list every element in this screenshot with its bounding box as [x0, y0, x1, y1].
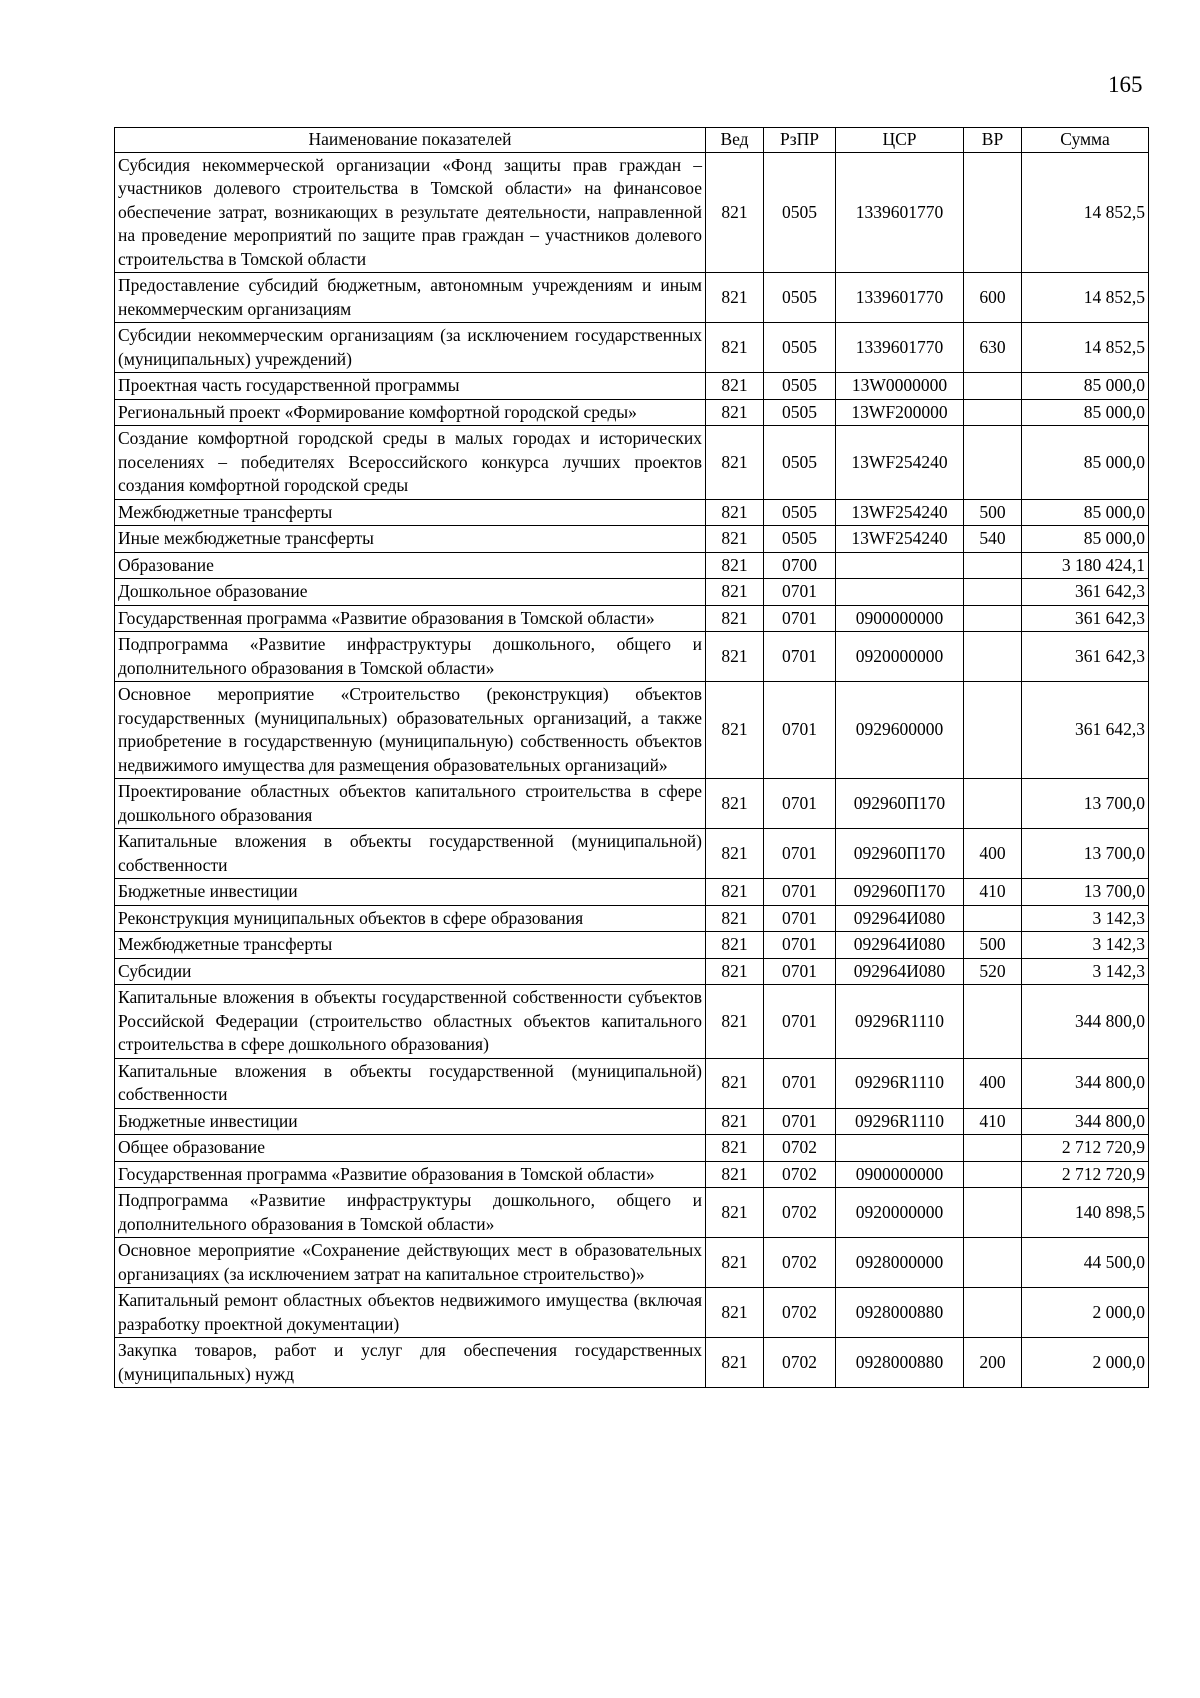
- cell-sum: 2 000,0: [1022, 1338, 1149, 1388]
- table-row: [115, 499, 1149, 526]
- cell-sum: 14 852,5: [1022, 323, 1149, 373]
- cell-rzpr: 0505: [764, 499, 836, 526]
- cell-rzpr: 0505: [764, 426, 836, 500]
- cell-sum: 85 000,0: [1022, 526, 1149, 553]
- cell-sum: 3 180 424,1: [1022, 552, 1149, 579]
- cell-csr: 0900000000: [836, 1161, 964, 1188]
- cell-csr: 1339601770: [836, 273, 964, 323]
- cell-rzpr: 0702: [764, 1161, 836, 1188]
- table-row: [115, 399, 1149, 426]
- cell-csr: 1339601770: [836, 323, 964, 373]
- cell-sum: 344 800,0: [1022, 1108, 1149, 1135]
- table-row: [115, 779, 1149, 829]
- cell-csr: 092964И080: [836, 958, 964, 985]
- cell-sum: 3 142,3: [1022, 932, 1149, 959]
- cell-name: Общее образование: [115, 1135, 706, 1162]
- cell-rzpr: 0701: [764, 632, 836, 682]
- cell-name: Субсидия некоммерческой организации «Фонд защиты прав граждан – участников долевого строительства в Томской области» на финансовое обеспечение затрат, возникающих в результате деятельности, направленной на проведение мероприятий по защите прав граждан – участников долевого строительства в Томской области: [115, 152, 706, 273]
- cell-vr: 540: [964, 526, 1022, 553]
- cell-name: Капитальные вложения в объекты государственной собственности субъектов Российской Федерации (строительство областных объектов капитального строительства в сфере дошкольного образования): [115, 985, 706, 1059]
- cell-name: Дошкольное образование: [115, 579, 706, 606]
- cell-name: Субсидии некоммерческим организациям (за исключением государственных (муниципальных) учреждений): [115, 323, 706, 373]
- table-row: [115, 958, 1149, 985]
- cell-csr: 13WF254240: [836, 426, 964, 500]
- cell-rzpr: 0505: [764, 373, 836, 400]
- cell-csr: 09296R1110: [836, 1058, 964, 1108]
- cell-sum: 361 642,3: [1022, 682, 1149, 779]
- cell-csr: 092960П170: [836, 779, 964, 829]
- table-row: [115, 1188, 1149, 1238]
- cell-vr: [964, 579, 1022, 606]
- cell-ved: 821: [706, 905, 764, 932]
- cell-vr: [964, 373, 1022, 400]
- cell-rzpr: 0505: [764, 399, 836, 426]
- cell-vr: [964, 985, 1022, 1059]
- cell-sum: 85 000,0: [1022, 399, 1149, 426]
- cell-ved: 821: [706, 605, 764, 632]
- cell-vr: [964, 1161, 1022, 1188]
- cell-name: Подпрограмма «Развитие инфраструктуры дошкольного, общего и дополнительного образования в Томской области»: [115, 632, 706, 682]
- cell-sum: 2 000,0: [1022, 1288, 1149, 1338]
- cell-ved: 821: [706, 985, 764, 1059]
- cell-sum: 2 712 720,9: [1022, 1161, 1149, 1188]
- cell-name: Капитальные вложения в объекты государственной (муниципальной) собственности: [115, 829, 706, 879]
- cell-rzpr: 0701: [764, 932, 836, 959]
- table-row: [115, 1108, 1149, 1135]
- cell-rzpr: 0702: [764, 1135, 836, 1162]
- cell-rzpr: 0701: [764, 905, 836, 932]
- cell-sum: 13 700,0: [1022, 779, 1149, 829]
- table-row: [115, 632, 1149, 682]
- cell-rzpr: 0700: [764, 552, 836, 579]
- cell-name: Государственная программа «Развитие образования в Томской области»: [115, 1161, 706, 1188]
- cell-name: Подпрограмма «Развитие инфраструктуры дошкольного, общего и дополнительного образования в Томской области»: [115, 1188, 706, 1238]
- table-row: [115, 273, 1149, 323]
- cell-vr: 410: [964, 879, 1022, 906]
- cell-ved: 821: [706, 1058, 764, 1108]
- cell-name: Бюджетные инвестиции: [115, 879, 706, 906]
- cell-csr: 13WF254240: [836, 526, 964, 553]
- cell-csr: 092964И080: [836, 932, 964, 959]
- cell-csr: 1339601770: [836, 152, 964, 273]
- table-header-row: [115, 128, 1149, 153]
- cell-ved: 821: [706, 1188, 764, 1238]
- cell-csr: 13W0000000: [836, 373, 964, 400]
- cell-vr: 520: [964, 958, 1022, 985]
- cell-sum: 13 700,0: [1022, 829, 1149, 879]
- cell-name: Реконструкция муниципальных объектов в сфере образования: [115, 905, 706, 932]
- cell-vr: 400: [964, 829, 1022, 879]
- table-row: [115, 1135, 1149, 1162]
- col-header-name: Наименование показателей: [115, 128, 706, 153]
- cell-sum: 85 000,0: [1022, 499, 1149, 526]
- cell-ved: 821: [706, 879, 764, 906]
- cell-vr: [964, 1188, 1022, 1238]
- cell-name: Проектная часть государственной программы: [115, 373, 706, 400]
- table-row: [115, 605, 1149, 632]
- cell-sum: 85 000,0: [1022, 373, 1149, 400]
- table-row: [115, 829, 1149, 879]
- table-row: [115, 985, 1149, 1059]
- cell-rzpr: 0701: [764, 1058, 836, 1108]
- cell-rzpr: 0702: [764, 1188, 836, 1238]
- cell-ved: 821: [706, 1338, 764, 1388]
- page-number: 165: [1108, 72, 1143, 97]
- cell-vr: 500: [964, 499, 1022, 526]
- cell-ved: 821: [706, 499, 764, 526]
- table-row: [115, 1338, 1149, 1388]
- cell-ved: 821: [706, 373, 764, 400]
- cell-sum: 140 898,5: [1022, 1188, 1149, 1238]
- cell-csr: [836, 579, 964, 606]
- cell-ved: 821: [706, 779, 764, 829]
- cell-name: Основное мероприятие «Строительство (реконструкция) объектов государственных (муниципальных) образовательных организаций, а также приобретение в государственную (муниципальную) собственность объектов недвижимого имущества для размещения образовательных организаций»: [115, 682, 706, 779]
- cell-csr: 0928000880: [836, 1338, 964, 1388]
- cell-vr: 500: [964, 932, 1022, 959]
- cell-csr: 13WF254240: [836, 499, 964, 526]
- cell-ved: 821: [706, 829, 764, 879]
- cell-ved: 821: [706, 152, 764, 273]
- cell-csr: [836, 1135, 964, 1162]
- cell-name: Иные межбюджетные трансферты: [115, 526, 706, 553]
- col-header-csr: ЦСР: [836, 128, 964, 153]
- cell-ved: 821: [706, 1288, 764, 1338]
- cell-vr: [964, 399, 1022, 426]
- cell-vr: [964, 779, 1022, 829]
- col-header-vr: ВР: [964, 128, 1022, 153]
- cell-csr: 09296R1110: [836, 1108, 964, 1135]
- cell-sum: 361 642,3: [1022, 579, 1149, 606]
- cell-sum: 3 142,3: [1022, 905, 1149, 932]
- table-row: [115, 1288, 1149, 1338]
- table-row: [115, 905, 1149, 932]
- table-row: [115, 323, 1149, 373]
- cell-csr: 092960П170: [836, 829, 964, 879]
- cell-name: Закупка товаров, работ и услуг для обеспечения государственных (муниципальных) нужд: [115, 1338, 706, 1388]
- cell-ved: 821: [706, 632, 764, 682]
- table-row: [115, 682, 1149, 779]
- cell-ved: 821: [706, 399, 764, 426]
- table-row: [115, 426, 1149, 500]
- cell-ved: 821: [706, 273, 764, 323]
- cell-vr: [964, 552, 1022, 579]
- table-row: [115, 932, 1149, 959]
- cell-vr: [964, 1288, 1022, 1338]
- cell-ved: 821: [706, 682, 764, 779]
- col-header-ved: Вед: [706, 128, 764, 153]
- cell-sum: 14 852,5: [1022, 152, 1149, 273]
- cell-vr: 410: [964, 1108, 1022, 1135]
- table-body: [115, 152, 1149, 1388]
- cell-csr: 0920000000: [836, 632, 964, 682]
- cell-rzpr: 0701: [764, 605, 836, 632]
- cell-rzpr: 0701: [764, 879, 836, 906]
- cell-rzpr: 0702: [764, 1238, 836, 1288]
- cell-vr: 600: [964, 273, 1022, 323]
- cell-csr: 0928000000: [836, 1238, 964, 1288]
- cell-ved: 821: [706, 1161, 764, 1188]
- cell-rzpr: 0505: [764, 323, 836, 373]
- cell-vr: [964, 682, 1022, 779]
- cell-csr: 13WF200000: [836, 399, 964, 426]
- cell-sum: 344 800,0: [1022, 985, 1149, 1059]
- cell-ved: 821: [706, 1108, 764, 1135]
- cell-name: Бюджетные инвестиции: [115, 1108, 706, 1135]
- cell-sum: 361 642,3: [1022, 605, 1149, 632]
- table-row: [115, 526, 1149, 553]
- table-row: [115, 879, 1149, 906]
- cell-rzpr: 0701: [764, 985, 836, 1059]
- table-row: [115, 1238, 1149, 1288]
- cell-name: Капитальный ремонт областных объектов недвижимого имущества (включая разработку проектной документации): [115, 1288, 706, 1338]
- cell-sum: 14 852,5: [1022, 273, 1149, 323]
- cell-vr: 200: [964, 1338, 1022, 1388]
- cell-ved: 821: [706, 932, 764, 959]
- cell-name: Субсидии: [115, 958, 706, 985]
- cell-rzpr: 0702: [764, 1288, 836, 1338]
- col-header-rzpr: РзПР: [764, 128, 836, 153]
- table-row: [115, 1161, 1149, 1188]
- cell-rzpr: 0701: [764, 958, 836, 985]
- cell-ved: 821: [706, 552, 764, 579]
- col-header-sum: Сумма: [1022, 128, 1149, 153]
- cell-csr: 0900000000: [836, 605, 964, 632]
- cell-ved: 821: [706, 426, 764, 500]
- cell-name: Создание комфортной городской среды в малых городах и исторических поселениях – победителях Всероссийского конкурса лучших проектов создания комфортной городской среды: [115, 426, 706, 500]
- cell-vr: [964, 905, 1022, 932]
- cell-rzpr: 0505: [764, 273, 836, 323]
- cell-sum: 44 500,0: [1022, 1238, 1149, 1288]
- cell-csr: 0929600000: [836, 682, 964, 779]
- cell-rzpr: 0701: [764, 779, 836, 829]
- cell-ved: 821: [706, 526, 764, 553]
- cell-vr: [964, 1238, 1022, 1288]
- cell-ved: 821: [706, 323, 764, 373]
- cell-vr: 630: [964, 323, 1022, 373]
- cell-rzpr: 0701: [764, 579, 836, 606]
- cell-csr: 09296R1110: [836, 985, 964, 1059]
- cell-name: Межбюджетные трансферты: [115, 499, 706, 526]
- cell-vr: [964, 1135, 1022, 1162]
- cell-rzpr: 0701: [764, 829, 836, 879]
- cell-vr: [964, 152, 1022, 273]
- cell-sum: 344 800,0: [1022, 1058, 1149, 1108]
- cell-rzpr: 0505: [764, 526, 836, 553]
- table-row: [115, 579, 1149, 606]
- budget-table: [114, 127, 1149, 1388]
- cell-sum: 3 142,3: [1022, 958, 1149, 985]
- cell-ved: 821: [706, 1238, 764, 1288]
- cell-csr: 0920000000: [836, 1188, 964, 1238]
- cell-sum: 85 000,0: [1022, 426, 1149, 500]
- table-row: [115, 1058, 1149, 1108]
- table-row: [115, 152, 1149, 273]
- cell-sum: 13 700,0: [1022, 879, 1149, 906]
- cell-vr: 400: [964, 1058, 1022, 1108]
- cell-vr: [964, 426, 1022, 500]
- cell-csr: 092960П170: [836, 879, 964, 906]
- cell-name: Капитальные вложения в объекты государственной (муниципальной) собственности: [115, 1058, 706, 1108]
- cell-sum: 2 712 720,9: [1022, 1135, 1149, 1162]
- cell-rzpr: 0701: [764, 682, 836, 779]
- cell-ved: 821: [706, 1135, 764, 1162]
- cell-csr: 0928000880: [836, 1288, 964, 1338]
- cell-ved: 821: [706, 958, 764, 985]
- cell-name: Региональный проект «Формирование комфортной городской среды»: [115, 399, 706, 426]
- cell-name: Проектирование областных объектов капитального строительства в сфере дошкольного образования: [115, 779, 706, 829]
- cell-name: Основное мероприятие «Сохранение действующих мест в образовательных организациях (за исключением затрат на капитальное строительство)»: [115, 1238, 706, 1288]
- cell-ved: 821: [706, 579, 764, 606]
- cell-name: Государственная программа «Развитие образования в Томской области»: [115, 605, 706, 632]
- cell-vr: [964, 632, 1022, 682]
- table-row: [115, 373, 1149, 400]
- cell-rzpr: 0505: [764, 152, 836, 273]
- cell-rzpr: 0702: [764, 1338, 836, 1388]
- cell-csr: 092964И080: [836, 905, 964, 932]
- cell-name: Образование: [115, 552, 706, 579]
- cell-name: Предоставление субсидий бюджетным, автономным учреждениям и иным некоммерческим организациям: [115, 273, 706, 323]
- cell-csr: [836, 552, 964, 579]
- cell-rzpr: 0701: [764, 1108, 836, 1135]
- table-row: [115, 552, 1149, 579]
- cell-sum: 361 642,3: [1022, 632, 1149, 682]
- cell-name: Межбюджетные трансферты: [115, 932, 706, 959]
- cell-vr: [964, 605, 1022, 632]
